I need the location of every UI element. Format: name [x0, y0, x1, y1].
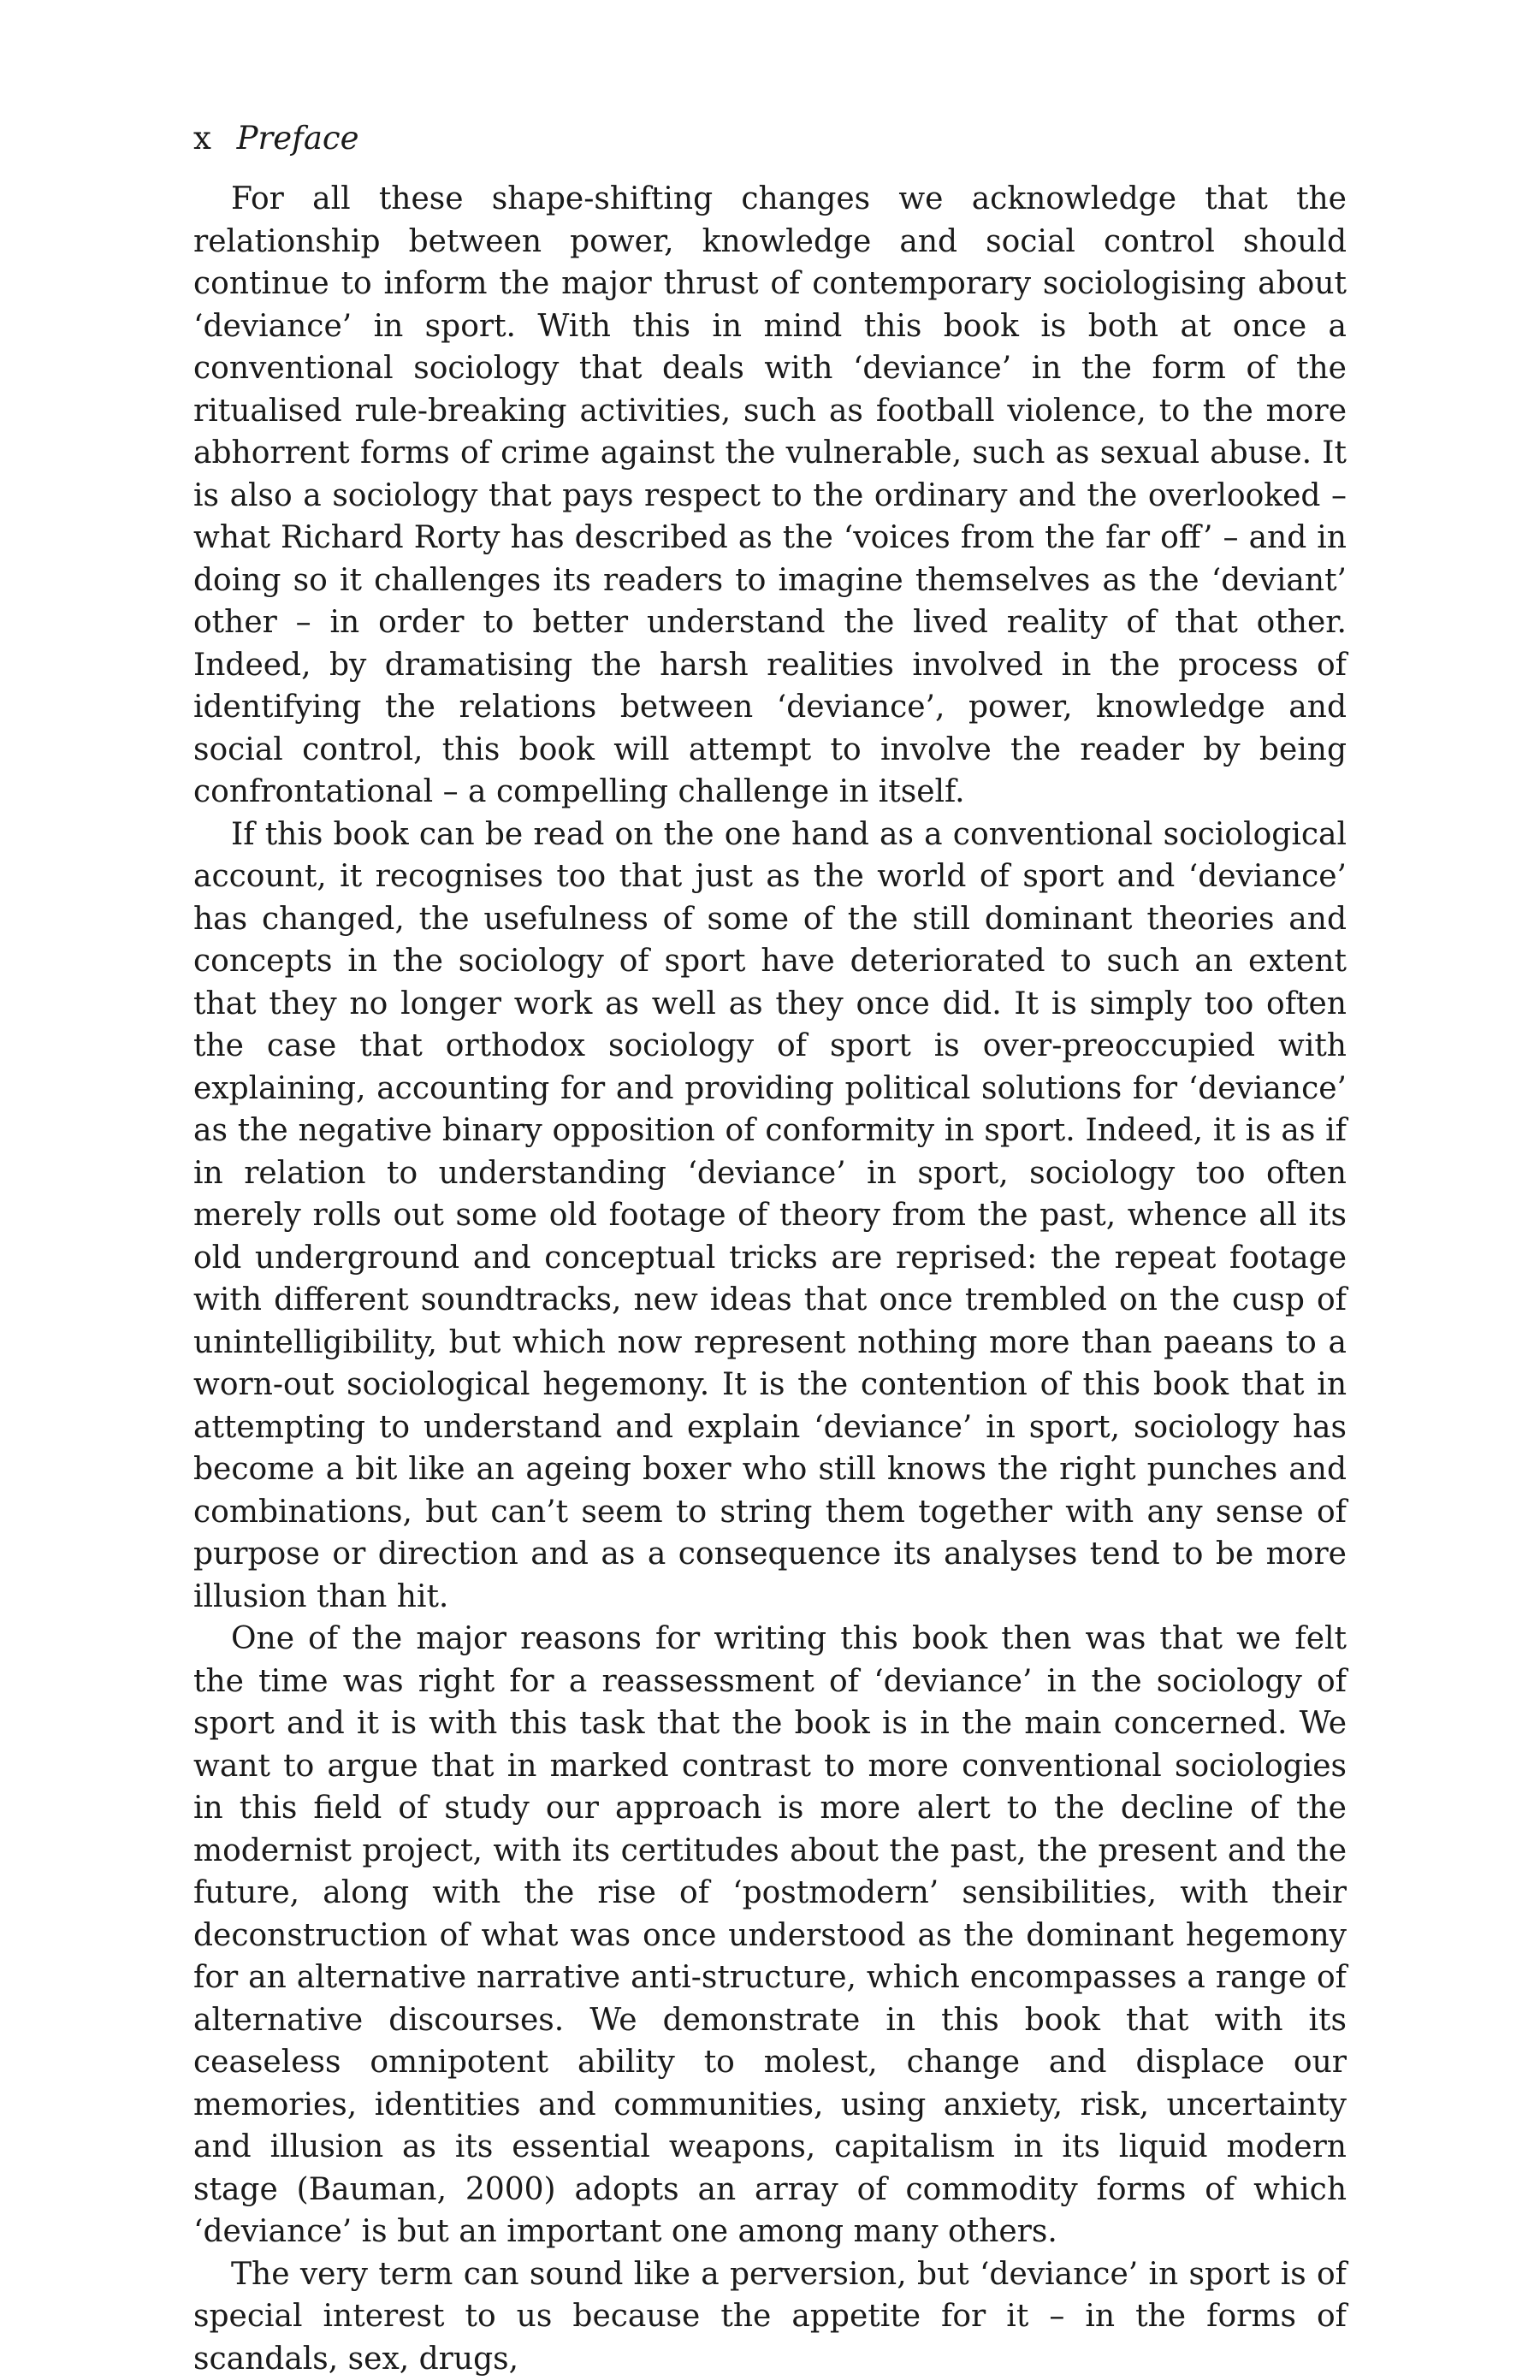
body-text [193, 178, 1347, 2380]
paragraph: The very term can sound like a perversion, but ‘deviance’ in sport is of special interest to us because the appetite for it – in the forms of scandals, sex, drugs, [193, 2253, 1347, 2380]
running-head-title: Preface [237, 120, 359, 157]
paragraph: For all these shape-shifting changes we acknowledge that the relationship between power, knowledge and social control should continue to inform the major thrust of contemporary sociologising about ‘deviance’ in sport. With this in mind this book is both at once a conventional sociology that deals with ‘deviance’ in the form of the ritualised rule-breaking activities, such as football violence, to the more abhorrent forms of crime against the vulnerable, such as sexual abuse. It is also a sociology that pays respect to the ordinary and the overlooked – what Richard Rorty has described as the ‘voices from the far off’ – and in doing so it challenges its readers to imagine themselves as the ‘deviant’ other – in order to better understand the lived reality of that other. Indeed, by dramatising the harsh realities involved in the process of identifying the relations between ‘deviance’, power, knowledge and social control, this book will attempt to involve the reader by being confrontational – a compelling challenge in itself. [193, 178, 1347, 814]
page-number: x [193, 120, 211, 157]
running-head [193, 118, 359, 159]
paragraph: One of the major reasons for writing this book then was that we felt the time was right for a reassessment of ‘deviance’ in the sociology of sport and it is with this task that the book is in the main concerned. We want to argue that in marked contrast to more conventional sociologies in this field of study our approach is more alert to the decline of the modernist project, with its certitudes about the past, the present and the future, along with the rise of ‘postmodern’ sensibilities, with their deconstruction of what was once understood as the dominant hegemony for an alternative narrative anti-structure, which encompasses a range of alternative discourses. We demonstrate in this book that with its ceaseless omnipotent ability to molest, change and displace our memories, identities and communities, using anxiety, risk, uncertainty and illusion as its essential weapons, capitalism in its liquid modern stage (Bauman, 2000) adopts an array of commodity forms of which ‘deviance’ is but an important one among many others. [193, 1618, 1347, 2253]
paragraph: If this book can be read on the one hand as a conventional sociological account, it recognises too that just as the world of sport and ‘deviance’ has changed, the usefulness of some of the still dominant theories and concepts in the sociology of sport have deteriorated to such an extent that they no longer work as well as they once did. It is simply too often the case that orthodox sociology of sport is over-preoccupied with explaining, accounting for and providing political solutions for ‘deviance’ as the negative binary opposition of conformity in sport. Indeed, it is as if in relation to understanding ‘deviance’ in sport, sociology too often merely rolls out some old footage of theory from the past, whence all its old underground and conceptual tricks are reprised: the repeat footage with different soundtracks, new ideas that once trembled on the cusp of unintelligibility, but which now represent nothing more than paeans to a worn-out sociological hegemony. It is the contention of this book that in attempting to understand and explain ‘deviance’ in sport, sociology has become a bit like an ageing boxer who still knows the right punches and combinations, but can’t seem to string them together with any sense of purpose or direction and as a consequence its analyses tend to be more illusion than hit. [193, 814, 1347, 1619]
